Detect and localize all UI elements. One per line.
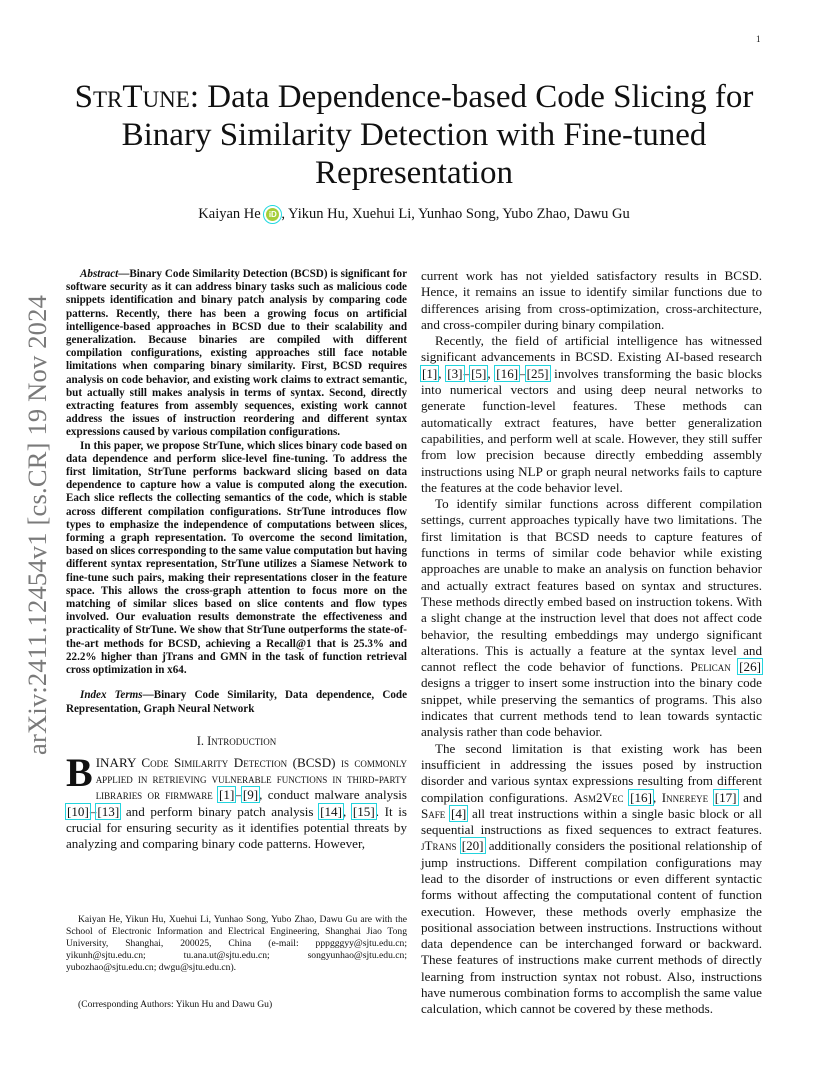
citation-link[interactable]: [13] [97,803,120,819]
right-column [421,268,762,1018]
separator [708,790,714,805]
left-column [66,268,407,852]
abstract-paragraph-2: In this paper, we propose StrTune, which slices binary code based on data dependence and perform slice-level fine-tuning. To address the first limitation, StrTune performs backward slicing based on data dependence to capture how a value is computed along the execution. Each slice reflects the collecting semantics of the code, which is stable across different compilation configurations. StrTune introduces flow types to emphasize the independence of computations between slices, forming a graph representation. To overcome the second limitation, based on slices corresponding to the same value computation but having different syntax representation, StrTune utilizes a Siamese Network to fine-tune such pairs, making their representations closer in the feature space. This allows the cross-graph attention to focus more on the matching of similar slices based on slice contents and flow types involved. Our evaluation results demonstrate the effectiveness and practicality of StrTune. We show that StrTune outperforms the state-of-the-art methods for BCSD, achieving a Recall@1 that is 25.3% and 22.2% higher than jTrans and GMN in the task of function retrieval cross optimization in x64. [66,439,407,677]
citation-link[interactable]: [1] [219,787,235,803]
p2-text-a: Recently, the field of artificial intelligence has witnessed significant advancements in BCSD. Existing AI-based research [421,333,762,365]
p4-text-c: additionally considers the positional relationship of jump instructions. Different compilation configurations may lead to the disorder of instructions or even different syntactic forms without affecting the computational content of function execution. However, these methods overly emphasize the positional association between instructions. Instructions without data dependence can be interchanged forward or backward. These features of instructions make current methods of directly learning from instruction syntax not robust. Also, instructions have numerous combination forms to accomplish the same value calculation, which cannot be covered by these methods. [421,838,762,1017]
citation-link[interactable]: [10] [67,803,89,819]
range-dash: – [89,803,97,819]
tool-name-jtrans: jTrans [421,838,457,854]
tool-name-asm2vec: Asm2Vec [573,789,624,805]
title-rest: : Data Dependence-based Code Slicing for Binary Similarity Detection with Fine-tuned Representation [121,79,754,191]
p3-text-b: designs a trigger to insert some instruction into the binary code snippet, while preserving the semantics of programs. This also indicates that current methods tend to lean towards syntactic analysis rather than code behavior. [421,675,762,740]
citation-link[interactable]: [20] [461,838,484,854]
index-terms-label: Index Terms [80,689,143,702]
citation-link[interactable]: [16] [496,365,519,381]
abstract [66,268,407,677]
separator: , [487,365,496,381]
other-authors: , Yikun Hu, Xuehui Li, Yunhao Song, Yubo Zhao, Dawu Gu [281,206,630,222]
index-terms-text: —Binary Code Similarity, Data dependence, Code Representation, Graph Neural Network [66,689,407,715]
affiliation-text: Kaiyan He, Yikun Hu, Xuehui Li, Yunhao Song, Yubo Zhao, Dawu Gu are with the School of Electronic Information and Electrical Engineering, Shanghai Jiao Tong University, Shanghai, 200025, China (e-mail: pppgggyy@sjtu.edu.cn; yikunh@sjtu.edu.cn; tu.ana.ut@sjtu.edu.cn; songyunhao@sjtu.edu.cn; yubozhao@sjtu.edu.cn; dwgu@sjtu.edu.cn). [66,914,407,973]
right-paragraph-3 [421,496,762,740]
intro-text-c: and perform binary patch analysis [120,803,320,819]
citation-link[interactable]: [14] [320,803,342,819]
corresponding-authors-footnote [66,999,407,1011]
section-heading-introduction: I. Introduction [196,733,277,748]
affiliation-footnote [66,914,407,974]
separator: , [652,789,662,805]
intro-text-a: INARY Code Similarity Detection (BCSD) is commonly applied in retrieving vulnerable functions in third-party libraries or firmware [95,754,407,803]
abstract-paragraph-1 [66,268,407,440]
page-number: 1 [756,34,761,44]
intro-paragraph [66,749,407,853]
orcid-icon[interactable]: iD [266,208,279,221]
index-terms [66,689,407,715]
citation-link[interactable]: [5] [471,365,487,381]
tool-name-innereye: Innereye [661,789,709,805]
right-paragraph-1: current work has not yielded satisfactory results in BCSD. Hence, it remains an issue to identify similar functions due to differences arising from cross-optimization, cross-architecture, and cross-compiler during binary compilation. [421,268,762,332]
range-dash: – [519,365,526,381]
abstract-text-1: —Binary Code Similarity Detection (BCSD) is significant for software security as it can address binary tasks such as malicious code snippets identification and binary patch analysis by comparing code patterns. Recently, there has been a growing focus on artificial intelligence-based approaches in BCSD due to their scalability and generalization. Because binaries are compiled with different compilation configurations, existing approaches still face notable limitations when comparing binary similarity. First, BCSD requires analysis on code behavior, and existing work claims to extract semantic, but actually still makes analysis in terms of syntax. Second, directly extracting features from assembly sequences, existing work cannot address the issues of instruction reordering and different syntax expressions caused by various compilation configurations. [66,268,407,439]
separator: , [438,365,447,381]
range-dash: – [235,787,242,803]
citation-link[interactable]: [9] [242,787,259,803]
intro-text-d: . It is crucial for ensuring security as it identifies potential threats by analyzing and comparing binary code patterns. However, [66,803,407,852]
corresponding-authors-text: (Corresponding Authors: Yikun Hu and Dawu Gu) [78,999,273,1010]
p3-text-a: To identify similar functions across different compilation settings, current approaches typically have two limitations. The first limitation is that BCSD needs to capture features of functions in terms of similar code behavior while existing approaches are unable to make an analysis on function behavior and actually extract features based on syntax and structures. These methods directly embed based on instruction tokens. With a slight change at the instruction level that does not affect code behavior, the resulting embeddings may undergo significant alterations. This is actually a feature at the syntax level and cannot reflect the code behavior of functions. [421,496,762,675]
p2-text-b: involves transforming the basic blocks into numerical vectors and using deep neural networks to generate function-level features. These methods can automatically extract features, have better generalization capabilities, and perform well at scale. However, they still suffer from low precision because directly embedding assembly instructions using NLP or graph neural networks fails to capture the features at the code behavior level. [421,365,762,495]
drop-cap: B [66,749,93,795]
abstract-label: Abstract [80,268,119,280]
range-dash: – [463,365,471,381]
citation-link[interactable]: [15] [352,803,375,819]
right-paragraph-4 [421,741,762,1018]
title-system-name: StrTune [74,79,190,115]
citation-link[interactable]: [1] [422,365,438,381]
citation-link[interactable]: [25] [526,365,549,381]
separator: , [342,803,352,819]
p4-text-b: all treat instructions within a single basic block or all sequential instructions as fixed sequences to extract features. [421,805,762,838]
intro-text-b: , conduct malware analysis [259,787,407,803]
author-list [60,206,768,223]
paper-title [60,78,768,192]
citation-link[interactable]: [17] [714,789,737,805]
arxiv-identifier-stamp: arXiv:2411.12454v1 [cs.CR] 19 Nov 2024 [22,294,52,755]
citation-link[interactable]: [4] [450,805,467,821]
separator: and [737,789,762,805]
tool-name-pelican: Pelican [690,659,731,675]
citation-link[interactable]: [3] [447,365,463,381]
citation-link[interactable]: [16] [630,789,652,805]
p4-text-a: The second limitation is that existing work has been insufficient in addressing the issues posed by instruction disorder and various syntax expressions resulting from different compilation configurations. [421,740,762,805]
tool-name-safe: Safe [421,805,446,821]
citation-link[interactable]: [26] [739,659,761,675]
first-author: Kaiyan He [198,206,261,222]
right-paragraph-2 [421,333,762,496]
